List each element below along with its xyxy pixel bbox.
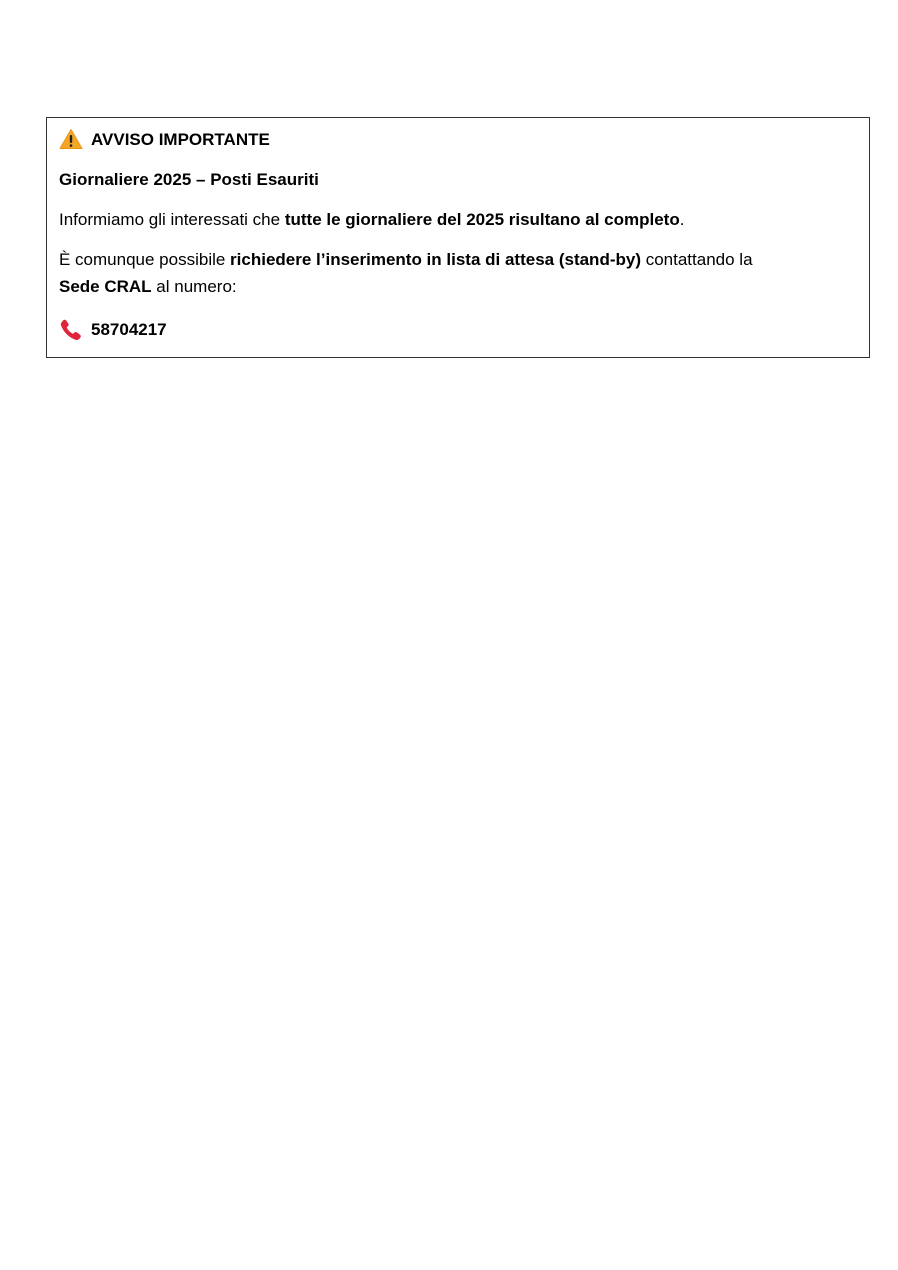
- notice-subtitle: Giornaliere 2025 – Posti Esauriti: [59, 170, 319, 189]
- notice-box: [46, 117, 870, 358]
- paragraph-2-bold: richiedere l’inserimento in lista di attesa (stand-by): [230, 250, 641, 269]
- paragraph-2-before: È comunque possibile: [59, 250, 231, 269]
- phone-line: [59, 317, 167, 343]
- paragraph-1: [59, 207, 684, 233]
- warning-icon: [59, 128, 83, 150]
- notice-heading-line: [59, 127, 270, 153]
- notice-subtitle-line: [59, 167, 319, 193]
- phone-icon: [59, 318, 83, 340]
- sede-cral: Sede CRAL: [59, 277, 152, 296]
- paragraph-1-bold: tutte le giornaliere del 2025 risultano al completo: [284, 210, 680, 229]
- phone-number[interactable]: 58704217: [91, 320, 167, 339]
- paragraph-2-line-1: [59, 247, 753, 273]
- paragraph-2-line-2-after: al numero:: [151, 277, 237, 296]
- notice-heading: AVVISO IMPORTANTE: [91, 130, 270, 149]
- paragraph-2-after: contattando la: [641, 250, 753, 269]
- paragraph-2-line-2: [59, 274, 237, 300]
- paragraph-1-after: .: [679, 210, 685, 229]
- paragraph-1-before: Informiamo gli interessati che: [59, 210, 285, 229]
